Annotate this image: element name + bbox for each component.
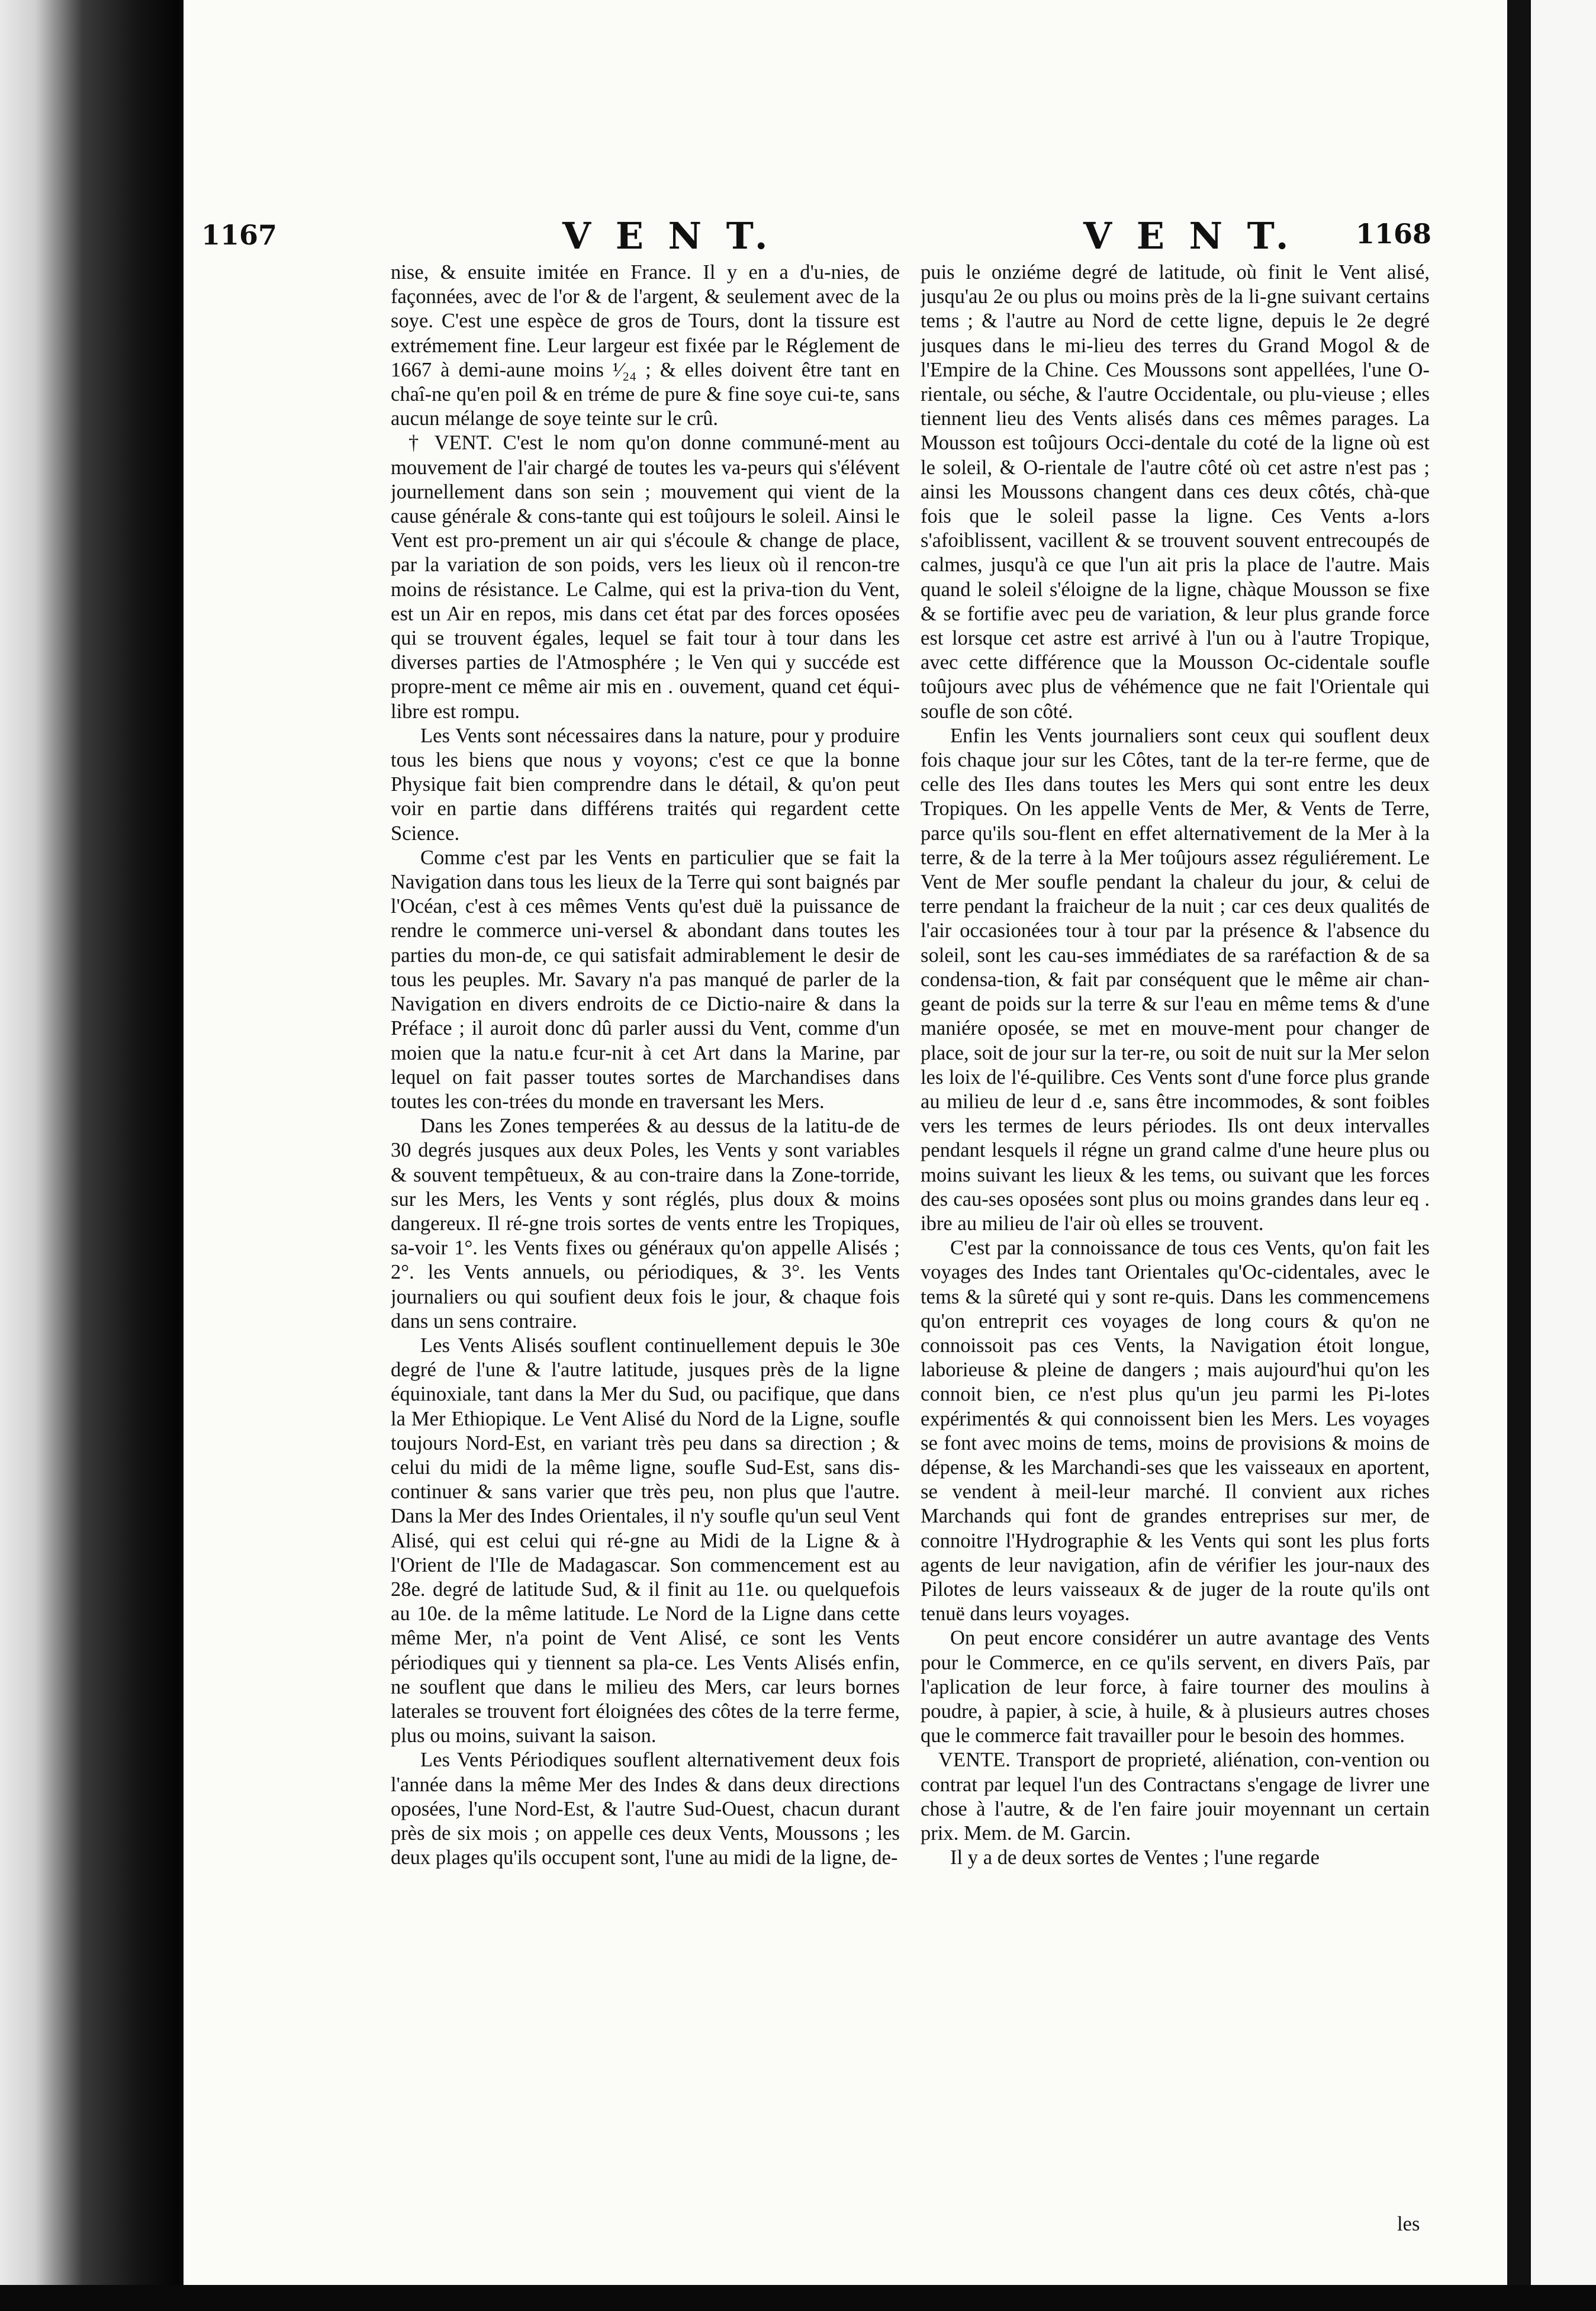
next-page-edge [1531,0,1596,2311]
right-page-number: 1168 [1356,218,1432,250]
left-text-column [391,260,900,2214]
paragraph: nise, & ensuite imitée en France. Il y en a d'u-nies, de façonnées, avec de l'or & de l'argent, & seulement avec de la soye. C'est une espèce de gros de Tours, dont la tissure est extrémement fine. Leur largeur est fixée par le Réglement de 1667 à demi-aune moins ¹⁄₂₄ ; & elles doivent être tant en chaî-ne qu'en poil & en tréme de pure & fine soye cui-te, sans aucun mélange de soye teinte sur le crû. [391,261,900,430]
entry-vent: † VENT. C'est le nom qu'on donne communé-ment au mouvement de l'air chargé de toutes les va-peurs qui s'élévent journellement dans son sein ; mouvement qui vient de la cause générale & cons-tante qui est toûjours le soleil. Ainsi le Vent est pro-prement un air qui s'écoule & change de place, par la variation de son poids, vers les lieux où il rencon-tre moins de résistance. Le Calme, qui est la priva-tion du Vent, est un Air en repos, mis dans cet état par des forces oposées qui se trouvent égales, lequel se fait tour à tour dans les diverses parties de l'Atmosphére ; le Ven qui y succéde est propre-ment ce même air mis en . ouvement, quand cet équi-libre est rompu. [391,432,900,723]
left-running-title: V E N T. [562,214,774,258]
paragraph: Les Vents Périodiques souflent alternativement deux fois l'année dans la même Mer des Indes & dans deux directions oposées, l'une Nord-Est, & l'autre Sud-Ouest, chacun durant près de six mois ; on appelle ces deux Vents, Moussons ; les deux plages qu'ils occupent sont, l'une au midi de la ligne, de- [391,1749,900,1869]
left-page-number: 1167 [201,219,278,251]
right-text-column [921,260,1430,2214]
scan-bottom-border [0,2285,1596,2311]
paragraph: Il y a de deux sortes de Ventes ; l'une regarde [950,1846,1320,1869]
catchword: les [1397,2213,1420,2235]
right-running-title: V E N T. [1083,214,1295,258]
paragraph: C'est par la connoissance de tous ces Vents, qu'on fait les voyages des Indes tant Orientales qu'Oc-cidentales, avec le tems & la sûreté qui y sont re-quis. Dans les commencemens qu'on entreprit ces voyages de long cours & qu'on ne connoissoit pas ces Vents, la Navigation étoit longue, laborieuse & pleine de dangers ; mais aujourd'hui qu'on les connoit bien, ce n'est plus qu'un jeu parmi les Pi-lotes expérimentés & qui connoissent bien les Mers. Les voyages se font avec moins de tems, moins de provisions & moins de dépense, & les Marchandi-ses que les vaisseaux en aportent, se vendent à meil-leur marché. Il convient aux riches Marchands qui font de grandes entreprises sur mer, de connoitre l'Hydrographie & les Vents qui sont les plus forts agents de leur navigation, afin de vérifier les jour-naux des Pilotes de leurs vaisseaux & de juger de la route qu'ils ont tenuë dans leurs voyages. [921,1237,1430,1626]
page-edge-shadow [1507,0,1531,2311]
paragraph: puis le onziéme degré de latitude, où finit le Vent alisé, jusqu'au 2e ou plus ou moins près de la li-gne suivant certains tems ; & l'autre au Nord de cette ligne, depuis le 2e degré jusques dans le mi-lieu des terres du Grand Mogol & de l'Empire de la Chine. Ces Moussons sont appellées, l'une O-rientale, ou séche, & l'autre Occidentale, ou plu-vieuse ; elles tiennent lieu des Vents alisés dans ces mêmes parages. La Mousson est toûjours Occi-dentale du coté de la ligne où est le soleil, & O-rientale de l'autre côté où cet astre n'est pas ; ainsi les Moussons changent dans ces deux côtés, chà-que fois que le soleil passe la ligne. Ces Vents a-lors s'afoiblissent, vacillent & se trouvent souvent entrecoupés de calmes, jusqu'à ce que l'un ait pris la place de l'autre. Mais quand le soleil s'éloigne de la ligne, chàque Mousson se fixe & se fortifie avec peu de variation, & leur plus grande force est lorsque cet astre est arrivé à l'un ou à l'autre Tropique, avec cette différence que la Mousson Oc-cidentale soufle toûjours avec plus de véhémence que ne fait l'Orientale qui soufle de son côté. [921,261,1430,723]
paragraph: Enfin les Vents journaliers sont ceux qui souflent deux fois chaque jour sur les Côtes, tant de la ter-re ferme, que de celle des Iles dans toutes les Mers qui sont entre les deux Tropiques. On les appelle Vents de Mer, & Vents de Terre, parce qu'ils sou-flent en effet alternativement de la Mer à la terre, & de la terre à la Mer toûjours assez réguliérement. Le Vent de Mer soufle pendant la chaleur du jour, & celui de terre pendant la fraicheur de la nuit ; car ces deux qualités de l'air occasionées tour à tour par la présence & l'absence du soleil, sont les cau-ses immédiates de sa raréfaction & de sa condensa-tion, & fait par conséquent que le même air chan-geant de poids sur la terre & sur l'eau en même tems & d'une maniére oposée, se met en mouve-ment pour changer de place, soit de jour sur la ter-re, ou soit de nuit sur la Mer selon les loix de l'é-quilibre. Ces Vents sont d'une force plus grande au milieu de leur d .e, sans être incommodes, & sont foibles vers les termes de leurs périodes. Ils ont deux intervalles pendant lesquels il régne un grand calme d'une heure plus ou moins suivant les lieux & les tems, ou suivant que les forces des cau-ses oposées sont plus ou moins grandes dans leur eq . ibre au milieu de l'air où elles se trouvent. [921,724,1430,1235]
paragraph: Comme c'est par les Vents en particulier que se fait la Navigation dans tous les lieux de la Terre qui sont baignés par l'Océan, c'est à ces mêmes Vents qu'est duë la puissance de rendre le commerce uni-versel & abondant dans toutes les parties du mon-de, ce qui satisfait admirablement le desir de tous les peuples. Mr. Savary n'a pas manqué de parler de la Navigation en divers endroits de ce Dictio-naire & dans la Préface ; il auroit donc dû parler aussi du Vent, comme d'un moien que la natu.e fcur-nit à cet Art dans la Marine, par lequel on fait passer toutes sortes de Marchandises dans toutes les con-trées du monde en traversant les Mers. [391,846,900,1113]
book-binding-shadow [0,0,195,2311]
paragraph: Les Vents Alisés souflent continuellement depuis le 30e degré de l'une & l'autre latitude, jusques près de la ligne équinoxiale, tant dans la Mer du Sud, ou pacifique, que dans la Mer Ethiopique. Le Vent Alisé du Nord de la Ligne, soufle toujours Nord-Est, en variant très peu dans sa direction ; & celui du midi de la même ligne, soufle Sud-Est, sans dis-continuer & sans varier que très peu, non plus que l'autre. Dans la Mer des Indes Orientales, il n'y soufle qu'un seul Vent Alisé, qui est celui qui ré-gne au Midi de la Ligne & à l'Orient de l'Ile de Madagascar. Son commencement est au 28e. degré de latitude Sud, & il finit au 11e. ou quelquefois au 10e. de la même latitude. Le Nord de la Ligne dans cette même Mer, n'a point de Vent Alisé, ce sont les Vents périodiques qui y tiennent sa pla-ce. Les Vents Alisés enfin, ne souflent que dans le milieu des Mers, car leurs bornes laterales se trouvent fort éloignées des côtes de la terre ferme, plus ou moins, suivant la saison. [391,1334,900,1747]
entry-vente: VENTE. Transport de proprieté, aliénation, con-vention ou contrat par lequel l'un des Contractans s'engage de livrer une chose à l'autre, & de l'en faire jouir moyennant un certain prix. Mem. de M. Garcin. [921,1749,1430,1845]
paragraph: On peut encore considérer un autre avantage des Vents pour le Commerce, en ce qu'ils servent, en divers Païs, par l'aplication de leur force, à faire tourner des moulins à poudre, à papier, à scie, à huile, & à plusieurs autres choses que le commerce fait travailler pour le besoin des hommes. [921,1627,1430,1747]
paragraph: Dans les Zones temperées & au dessus de la latitu-de de 30 degrés jusques aux deux Poles, les Vents y sont variables & souvent tempêtueux, & au con-traire dans la Zone-torride, sur les Mers, les Vents y sont réglés, plus doux & moins dangereux. Il ré-gne trois sortes de vents entre les Tropiques, sa-voir 1°. les Vents fixes ou généraux qu'on appelle Alisés ; 2°. les Vents annuels, ou périodiques, & 3°. les Vents journaliers ou qui soufient deux fois le jour, & chaque fois dans un sens contraire. [391,1115,900,1332]
paragraph: Les Vents sont nécessaires dans la nature, pour y produire tous les biens que nous y voyons; c'est ce que la bonne Physique fait bien comprendre dans le détail, & qu'on peut voir en partie dans différens traités qui regardent cette Science. [391,724,900,845]
